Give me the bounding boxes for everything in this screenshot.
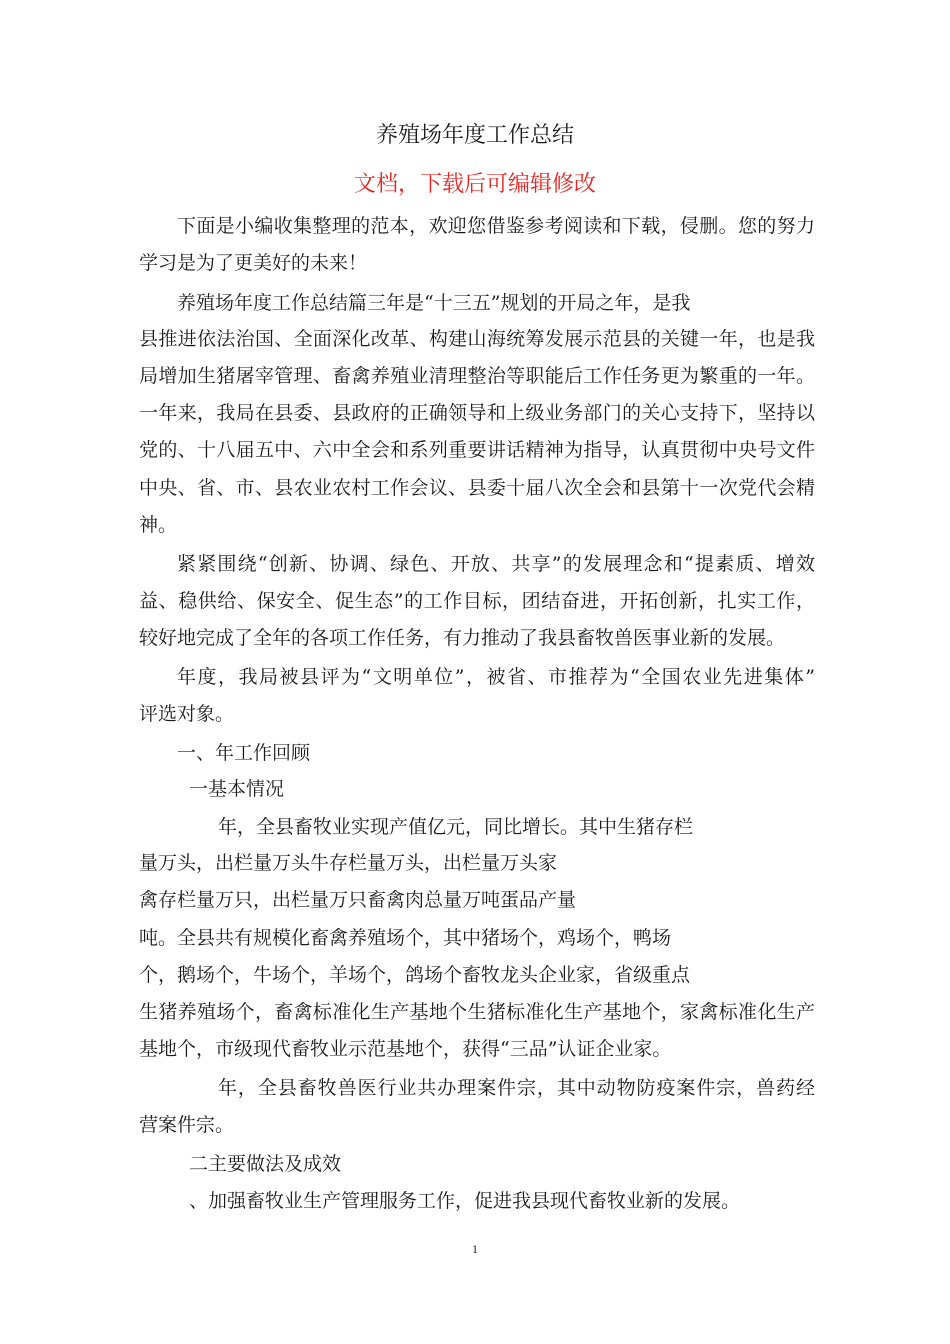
paragraph-line: 下面是小编收集整理的范本，欢迎您借鉴参考阅读和下载，侵删。您的努力 <box>177 215 815 237</box>
document-title: 养殖场年度工作总结 <box>375 123 574 148</box>
paragraph-line: 益、稳供给、保安全、促生态”的工作目标，团结奋进，开拓创新，扎实工作， <box>139 590 815 612</box>
paragraph-line: 评选对象。 <box>139 703 235 725</box>
paragraph-line: 学习是为了更美好的未来！ <box>139 252 368 274</box>
paragraph-line: 局增加生猪屠宰管理、畜禽养殖业清理整治等职能后工作任务更为繁重的一年。 <box>139 365 815 387</box>
paragraph-line: 、加强畜牧业生产管理服务工作，促进我县现代畜牧业新的发展。 <box>189 1190 741 1212</box>
paragraph-line: 年，全县畜牧兽医行业共办理案件宗，其中动物防疫案件宗，兽药经 <box>218 1077 815 1099</box>
paragraph-line: 营案件宗。 <box>139 1114 235 1136</box>
paragraph-line: 基地个，市级现代畜牧业示范基地个，获得“三品”认证企业家。 <box>139 1038 672 1060</box>
paragraph-line: 生猪养殖场个，畜禽标准化生产基地个生猪标准化生产基地个，家禽标准化生产 <box>139 1001 815 1023</box>
paragraph-line: 中央、省、市、县农业农村工作会议、县委十届八次全会和县第十一次党代会精 <box>139 477 815 499</box>
paragraph-line: 较好地完成了全年的各项工作任务，有力推动了我县畜牧兽医事业新的发展。 <box>139 627 786 649</box>
paragraph-line: 县推进依法治国、全面深化改革、构建山海统筹发展示范县的关键一年，也是我 <box>139 328 815 350</box>
paragraph-line: 个，鹅场个，牛场个，羊场个，鸽场个畜牧龙头企业家，省级重点 <box>139 964 691 986</box>
document-subtitle: 文档，下载后可编辑修改 <box>353 172 596 197</box>
paragraph-line: 一年来，我局在县委、县政府的正确领导和上级业务部门的关心支持下，坚持以 <box>139 402 815 424</box>
paragraph-line: 吨。全县共有规模化畜禽养殖场个，其中猪场个，鸡场个，鸭场 <box>139 927 672 949</box>
paragraph-line: 紧紧围绕“创新、协调、绿色、开放、共享”的发展理念和“提素质、增效 <box>177 553 815 575</box>
paragraph-line: 神。 <box>139 514 178 536</box>
section-heading: 一、年工作回顾 <box>177 742 311 764</box>
page-number: 1 <box>472 1242 478 1256</box>
paragraph-line: 年，全县畜牧业实现产值亿元，同比增长。其中生猪存栏 <box>218 816 694 838</box>
paragraph-line: 量万头，出栏量万头牛存栏量万头，出栏量万头家 <box>139 852 558 874</box>
subsection-heading: 一基本情况 <box>189 778 285 800</box>
paragraph-line: 养殖场年度工作总结篇三年是“十三五”规划的开局之年，是我 <box>177 292 691 314</box>
subsection-heading: 二主要做法及成效 <box>189 1153 342 1175</box>
paragraph-line: 禽存栏量万只，出栏量万只畜禽肉总量万吨蛋品产量 <box>139 889 577 911</box>
paragraph-line: 年度，我局被县评为“文明单位”，被省、市推荐为“全国农业先进集体” <box>177 666 815 688</box>
paragraph-line: 党的、十八届五中、六中全会和系列重要讲话精神为指导，认真贯彻中央号文件 <box>139 439 815 461</box>
